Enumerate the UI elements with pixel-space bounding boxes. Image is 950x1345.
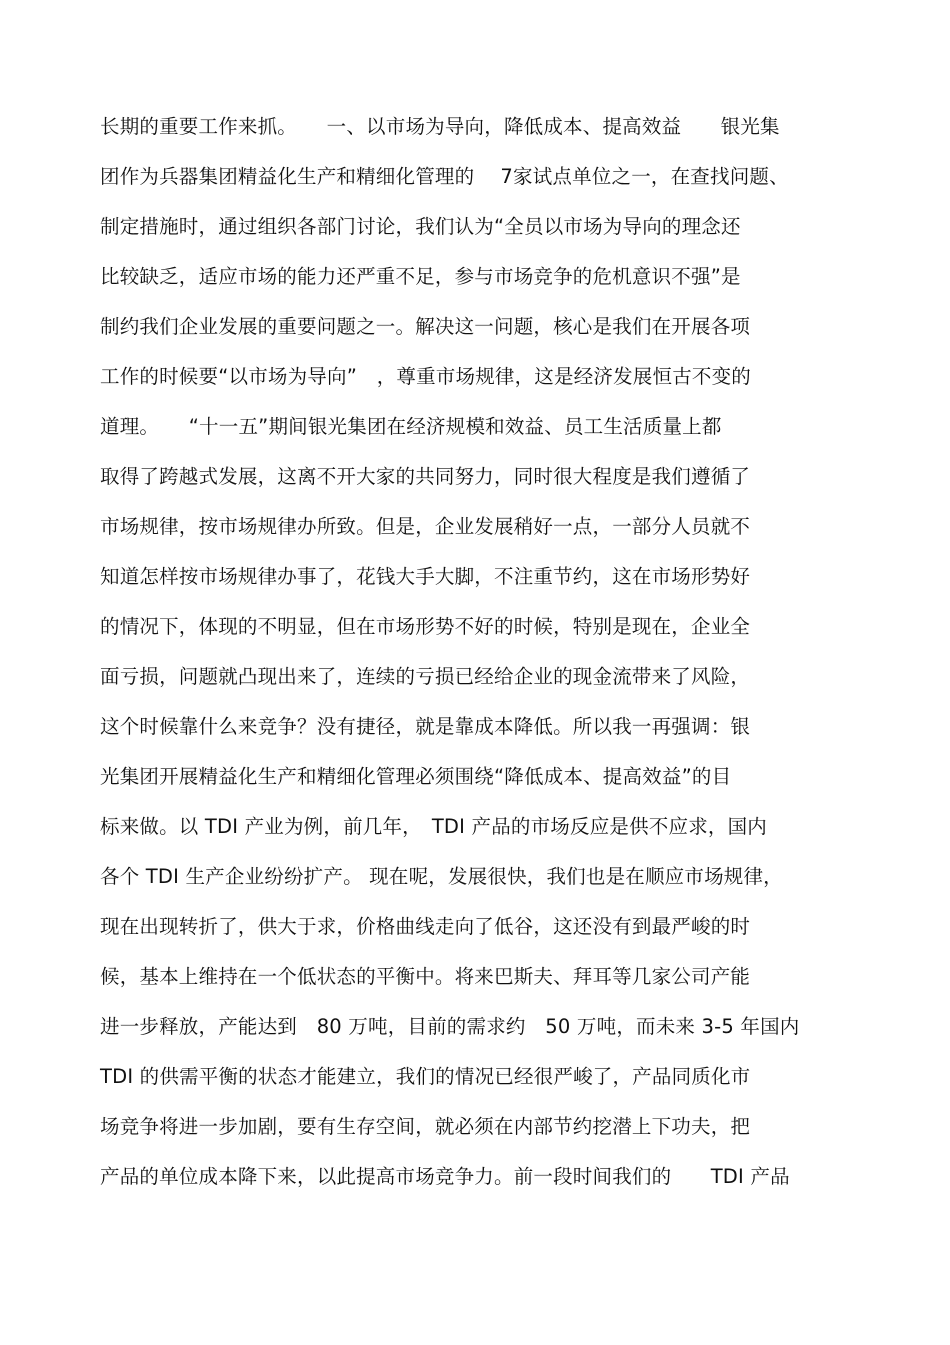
text-line: 进一步释放，产能达到 80 万吨，目前的需求约 50 万吨，而未来 3-5 年国内: [100, 1015, 800, 1038]
text-line: 制定措施时，通过组织各部门讨论，我们认为“全员以市场为导向的理念还: [100, 215, 741, 238]
text-line: 候，基本上维持在一个低状态的平衡中。将来巴斯夫、拜耳等几家公司产能: [100, 965, 751, 988]
text-line: 光集团开展精益化生产和精细化管理必须围绕“降低成本、提高效益”的目: [100, 765, 732, 788]
text-line: 现在出现转折了，供大于求，价格曲线走向了低谷，这还没有到最严峻的时: [100, 915, 751, 938]
text-line: 长期的重要工作来抓。 一、以市场为导向，降低成本、提高效益 银光集: [100, 115, 780, 138]
text-line: 各个 TDI 生产企业纷纷扩产。 现在呢，发展很快，我们也是在顺应市场规律，: [100, 865, 783, 888]
text-line: 产品的单位成本降下来，以此提高市场竞争力。前一段时间我们的 TDI 产品: [100, 1165, 790, 1188]
text-line: TDI 的供需平衡的状态才能建立，我们的情况已经很严峻了，产品同质化市: [100, 1065, 751, 1088]
text-line: 比较缺乏，适应市场的能力还严重不足，参与市场竞争的危机意识不强”是: [100, 265, 741, 288]
text-line: 标来做。以 TDI 产业为例，前几年， TDI 产品的市场反应是供不应求，国内: [100, 815, 768, 838]
text-line: 这个时候靠什么来竞争？没有捷径，就是靠成本降低。所以我一再强调：银: [100, 715, 751, 738]
text-line: 市场规律，按市场规律办所致。但是，企业发展稍好一点，一部分人员就不: [100, 515, 751, 538]
text-line: 取得了跨越式发展，这离不开大家的共同努力，同时很大程度是我们遵循了: [100, 465, 751, 488]
text-line: 场竞争将进一步加剧，要有生存空间，就必须在内部节约挖潜上下功夫，把: [100, 1115, 751, 1138]
text-line: 面亏损，问题就凸现出来了，连续的亏损已经给企业的现金流带来了风险，: [100, 665, 751, 688]
text-line: 道理。 “十一五”期间银光集团在经济规模和效益、员工生活质量上都: [100, 415, 722, 438]
text-line: 知道怎样按市场规律办事了，花钱大手大脚，不注重节约，这在市场形势好: [100, 565, 751, 588]
text-line: 团作为兵器集团精益化生产和精细化管理的 7家试点单位之一，在查找问题、: [100, 165, 789, 188]
text-line: 的情况下，体现的不明显，但在市场形势不好的时候，特别是现在，企业全: [100, 615, 751, 638]
text-line: 制约我们企业发展的重要问题之一。解决这一问题，核心是我们在开展各项: [100, 315, 751, 338]
text-line: 工作的时候要“以市场为导向” ，尊重市场规律，这是经济发展恒古不变的: [100, 365, 752, 388]
